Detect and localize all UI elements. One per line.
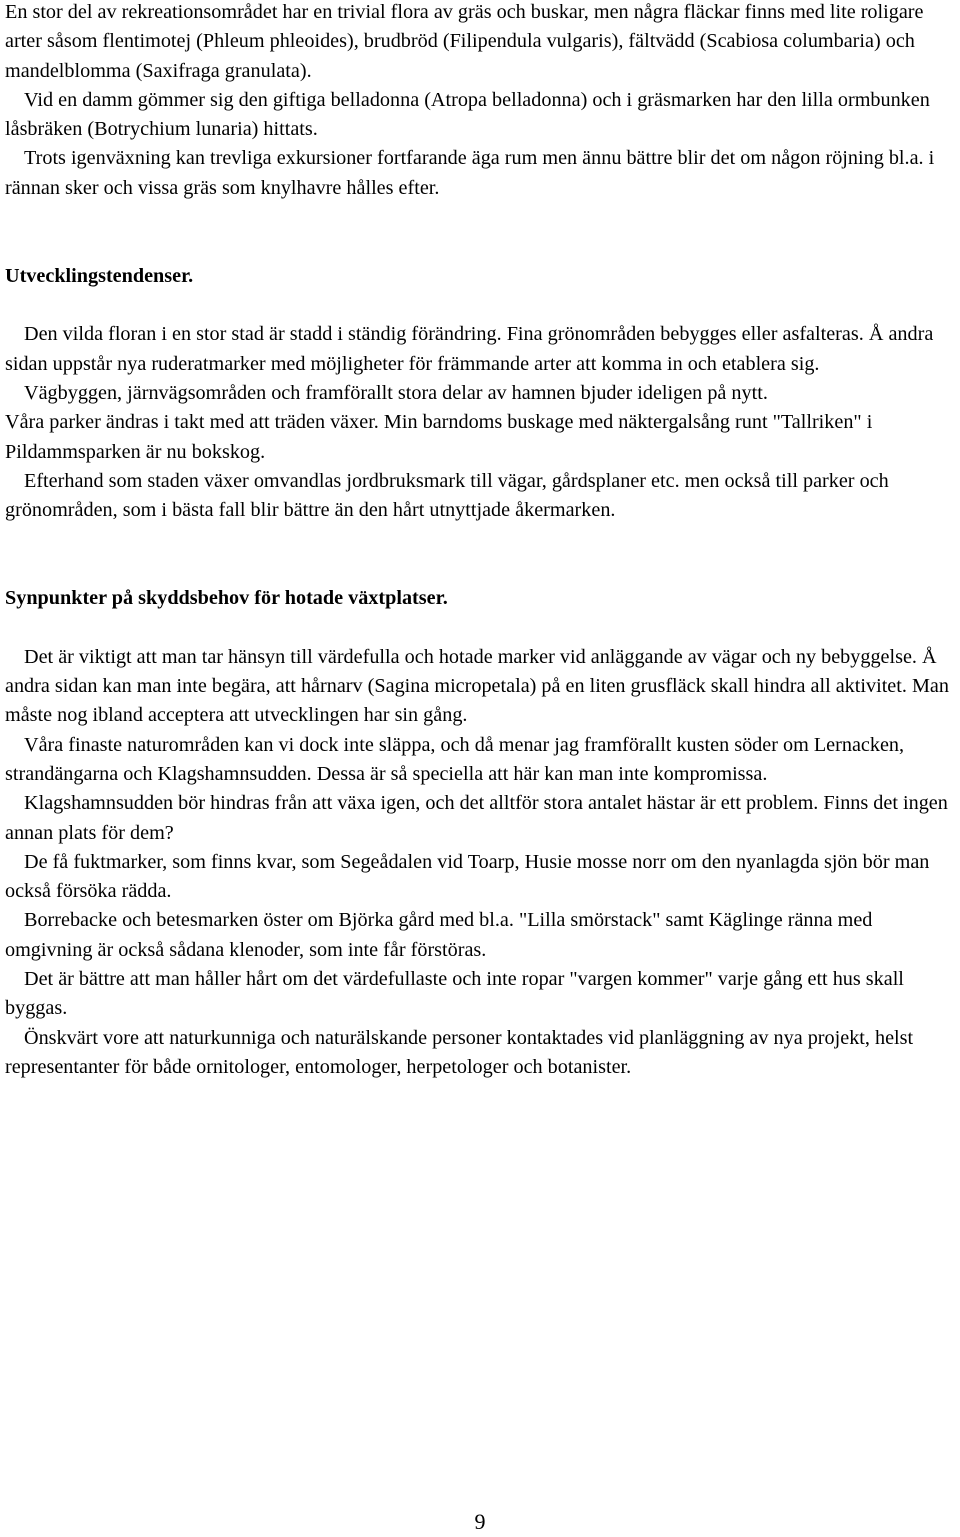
page-number: 9 bbox=[474, 1509, 486, 1534]
body-paragraph: Det är bättre att man håller hårt om det värdefullaste och inte ropar "vargen kommer" varje gång ett hus skall byggas. bbox=[5, 968, 904, 1020]
spacer bbox=[5, 291, 955, 320]
spacer bbox=[5, 203, 955, 262]
body-paragraph: Vid en damm gömmer sig den giftiga belladonna (Atropa belladonna) och i gräsmarken har den lilla ormbunken låsbräken (Botrychium lunaria) hittats. bbox=[5, 88, 930, 141]
body-paragraph: De få fuktmarker, som finns kvar, som Segeådalen vid Toarp, Husie mosse norr om den nyanlagda sjön bör man också försöka rädda. bbox=[5, 850, 930, 903]
body-paragraph: Efterhand som staden växer omvandlas jordbruksmark till vägar, gårdsplaner etc. men också till parker och grönområden, som i bästa fall blir bättre än den hårt utnyttjade åkermarken. bbox=[5, 469, 889, 522]
intro-section bbox=[5, 0, 955, 203]
body-paragraph: Våra parker ändras i takt med att träden växer. Min barndoms buskage med näktergalsång runt "Tallriken" i Pildammsparken är nu bokskog. bbox=[5, 411, 873, 463]
body-paragraph: Trots igenväxning kan trevliga exkursioner fortfarande äga rum men ännu bättre blir det om någon röjning bl.a. i rännan sker och vissa gräs som knylhavre hålles efter. bbox=[5, 147, 935, 199]
body-paragraph: Det är viktigt att man tar hänsyn till värdefulla och hotade marker vid anläggande av vägar och ny bebyggelse. Å andra sidan kan man inte begära, att hårnarv (Sagina micropetala) på en liten grusfläck skall hindra all aktivitet. Man måste nog ibland acceptera att utvecklingen har sin gång. bbox=[5, 645, 949, 727]
body-paragraph: Klagshamnsudden bör hindras från att växa igen, och det alltför stora antalet hästar är ett problem. Finns det ingen annan plats för dem? bbox=[5, 792, 948, 844]
document-page bbox=[5, 0, 955, 1082]
development-section bbox=[5, 262, 955, 525]
body-paragraph: Den vilda floran i en stor stad är stadd i ständig förändring. Fina grönområden bebygges eller asfalteras. Å andra sidan uppstår nya ruderatmarker med möjligheter för främmande arter att komma in och etablera sig. bbox=[5, 323, 934, 375]
body-paragraph: En stor del av rekreationsområdet har en trivial flora av gräs och buskar, men några fläckar finns med lite roligare arter såsom flentimotej (Phleum phleoides), brudbröd (Filipendula vulgaris), fältvädd (Scabiosa columbaria) och mandelblomma (Saxifraga granulata). bbox=[5, 1, 924, 82]
spacer bbox=[5, 525, 955, 584]
body-paragraph: Vägbyggen, järnvägsområden och framförallt stora delar av hamnen bjuder ideligen på nytt. bbox=[24, 381, 768, 404]
body-paragraph: Önskvärt vore att naturkunniga och naturälskande personer kontaktades vid planläggning av nya projekt, helst representanter för både ornitologer, entomologer, herpetologer och botanister. bbox=[5, 1026, 914, 1078]
spacer bbox=[5, 614, 955, 643]
body-paragraph: Våra finaste naturområden kan vi dock inte släppa, och då menar jag framförallt kusten söder om Lernacken, strandängarna och Klagshamnsudden. Dessa är så speciella att här kan man inte kompromissa. bbox=[5, 733, 905, 785]
body-paragraph: Borrebacke och betesmarken öster om Björka gård med bl.a. "Lilla smörstack" samt Käglinge ränna med omgivning är också sådana klenoder, som inte får förstöras. bbox=[5, 909, 873, 961]
section-heading: Utvecklingstendenser. bbox=[5, 265, 194, 288]
section-heading: Synpunkter på skyddsbehov för hotade växtplatser. bbox=[5, 587, 448, 610]
protection-section bbox=[5, 584, 955, 1082]
